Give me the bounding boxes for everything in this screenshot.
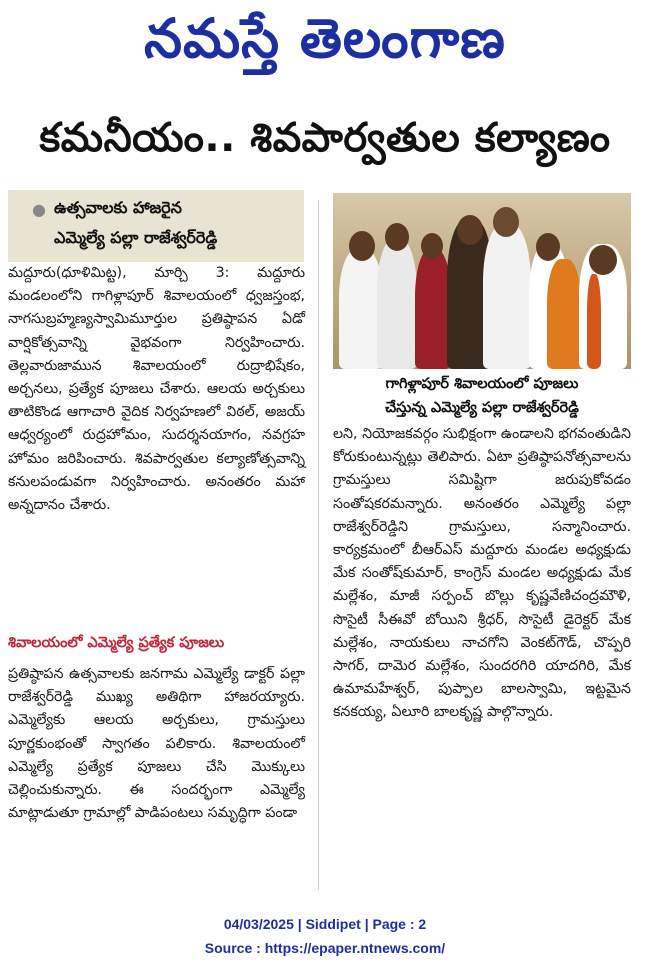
caption-line-2: చేస్తున్న ఎమ్మెల్యే పల్లా రాజేశ్వర్‌రెడ్డి (385, 400, 579, 416)
column-divider (318, 200, 319, 890)
article-body-left-2: ప్రతిష్ఠాపన ఉత్సవాలకు జనగామ ఎమ్మెల్యే డాక్టర్ పల్లా రాజేశ్వర్‌రెడ్డి ముఖ్య అతిథిగా హాజరయ్యారు. ఎమ్మెల్యేకు ఆలయ అర్చకులు, గ్రామస్తులు పూర్ణకుంభంతో స్వాగతం పలికారు. శివాలయంలో ఎమ్మెల్యే ప్రత్యేక పూజలు చేసి మొక్కులు చెల్లించుకున్నారు. ఈ సందర్భంగా ఎమ్మెల్యే మాట్లాడుతూ గ్రామాల్లో పాడిపంటలు సమృద్ధిగా పండా (8, 666, 305, 822)
headline (0, 98, 650, 178)
subhead-line-1: ఉత్సవాలకు హాజరైన (54, 198, 182, 217)
bullet-icon: ● (32, 200, 46, 219)
footer-date-line: 04/03/2025 | Siddipet | Page : 2 (223, 916, 427, 932)
photo-caption (333, 372, 631, 420)
masthead (0, 0, 650, 78)
news-photo (333, 193, 631, 369)
footer-source-line: Source : https://epaper.ntnews.com/ (204, 940, 446, 956)
headline-text: కమనీయం.. శివపార్వతుల కల్యాణం (39, 115, 611, 161)
newspaper-title: నమస్తే తెలంగాణ (144, 7, 506, 70)
article-body-left-1: మద్దూరు(ధూళిమిట్ట), మార్చి 3: మద్దూరు మండలంలోని గాగిళ్లాపూర్ శివాలయంలో ధ్వజస్తంభ, నాగసుబ్రహ్మణ్యస్వామిమూర్తుల ప్రతిష్ఠాపన ఏడో వార్షికోత్సవాన్ని వైభవంగా నిర్వహించారు. తెల్లవారుజామున శివాలయంలో రుద్రాభిషేకం, అర్చనలు, ప్రత్యేక పూజలు చేశారు. ఆలయ అర్చకులు తాటికొండ ఆగాచారి వైదిక నిర్వహణలో విఠల్, అజయ్ ఆధ్వర్యంలో రుద్రహోమం, సుదర్శనయాగం, నవగ్రహ హోమం జరిపించారు. శివపార్వతుల కల్యాణోత్సవాన్ని కనులపండువగా నిర్వహించారు. అనంతరం మహా అన్నదానం చేశారు. (8, 265, 305, 514)
section-heading: శివాలయంలో ఎమ్మెల్యే ప్రత్యేక పూజలు (8, 635, 225, 651)
subhead-box (8, 190, 304, 262)
subhead-line-2: ఎమ్మెల్యే పల్లా రాజేశ్వర్‌రెడ్డి (54, 228, 218, 247)
article-body-right: లని, నియోజకవర్గం సుభిక్షంగా ఉండాలని భగవంతుడిని కోరుకుంటున్నట్లు తెలిపారు. ఏటా ప్రతిష్ఠాపనోత్సవాలను గ్రామస్తులు సమిష్టిగా జరుపుకోవడం సంతోషకరమన్నారు. అనంతరం ఎమ్మెల్యే పల్లా రాజేశ్వర్‌రెడ్డిని గ్రామస్తులు, సన్మానించారు. కార్యక్రమంలో బీఆర్‌ఎస్ మద్దూరు మండల అధ్యక్షుడు మేక సంతోష్‌కుమార్, కాంగ్రెస్ మండల అధ్యక్షుడు మేక మల్లేశం, మాజీ సర్పంచ్ బొల్లు కృష్ణవేణిచంద్రమౌళి, సొసైటీ సీఈవో బోయిని శ్రీధర్, సొసైటీ డైరెక్టర్ మేక మల్లేశం, నాయకులు నాచగోని వెంకట్‌గౌడ్, చొప్పరి సాగర్, దామెర మల్లేశం, సుందరగిరి యాదగిరి, మేక ఉమామహేశ్వర్, పుప్పాల బాలస్వామి, ఇట్టమైన కనకయ్య, ఏలూరి బాలకృష్ణ పాల్గొన్నారు. (333, 426, 631, 721)
caption-line-1: గాగిళ్లాపూర్ శివాలయంలో పూజలు (385, 376, 579, 392)
